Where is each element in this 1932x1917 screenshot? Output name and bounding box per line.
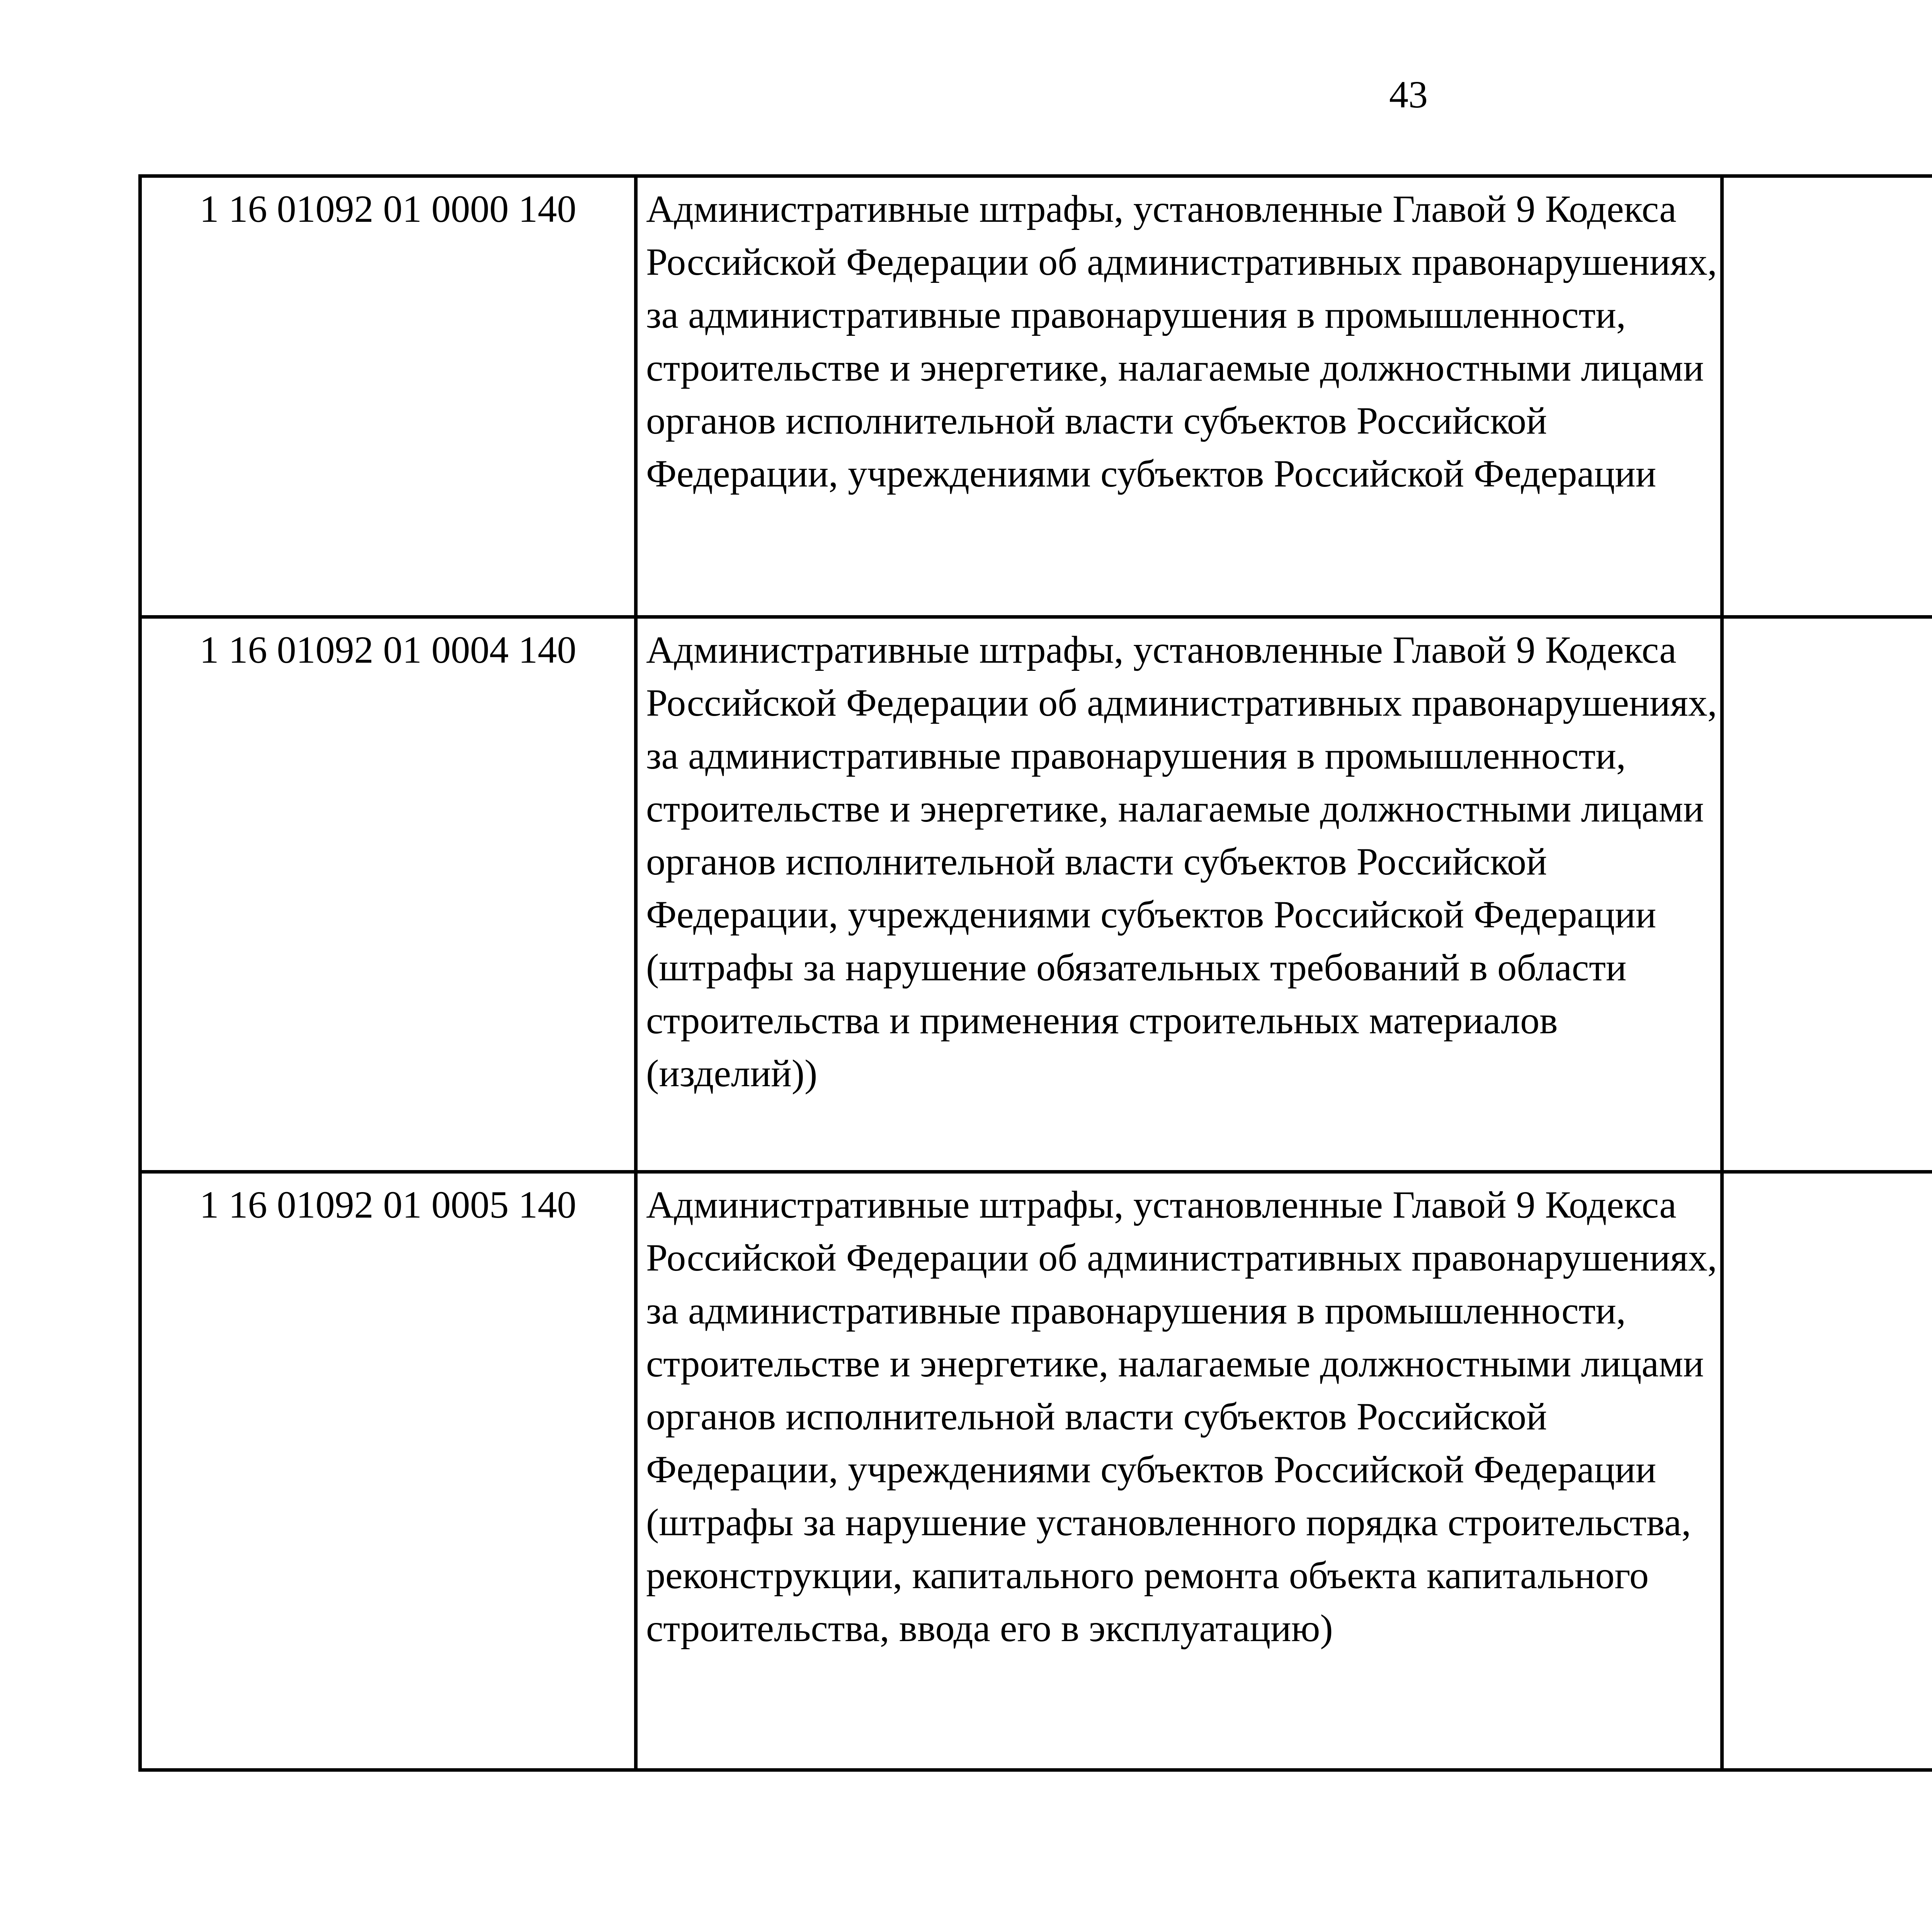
table-row — [140, 176, 1932, 617]
description-cell: Административные штрафы, установленные Главой 9 Кодекса Российской Федерации об административных правонарушениях, за административные правонарушения в промышленности, строительстве и энергетике, налагаемые должностными лицами органов исполнительной власти субъектов Российской Федерации, учреждениями субъектов Российской Федерации — [636, 176, 1722, 617]
description-cell: Административные штрафы, установленные Главой 9 Кодекса Российской Федерации об административных правонарушениях, за административные правонарушения в промышленности, строительстве и энергетике, налагаемые должностными лицами органов исполнительной власти субъектов Российской Федерации, учреждениями субъектов Российской Федерации (штрафы за нарушение обязательных требований в области строительства и применения строительных материалов (изделий)) — [636, 617, 1722, 1172]
value-cell-year-1 — [1722, 176, 1932, 617]
table-row — [140, 1172, 1932, 1770]
description-cell: Административные штрафы, установленные Главой 9 Кодекса Российской Федерации об административных правонарушениях, за административные правонарушения в промышленности, строительстве и энергетике, налагаемые должностными лицами органов исполнительной власти субъектов Российской Федерации, учреждениями субъектов Российской Федерации (штрафы за нарушение установленного порядка строительства, реконструкции, капитального ремонта объекта капитального строительства, ввода его в эксплуатацию) — [636, 1172, 1722, 1770]
page-number: 43 — [1389, 73, 1428, 116]
budget-code-cell: 1 16 01092 01 0000 140 — [140, 176, 636, 617]
value-cell-year-1 — [1722, 617, 1932, 1172]
revenue-table — [138, 174, 1932, 1772]
table-row — [140, 617, 1932, 1172]
value-cell-year-1 — [1722, 1172, 1932, 1770]
budget-code-cell: 1 16 01092 01 0004 140 — [140, 617, 636, 1172]
budget-code-cell: 1 16 01092 01 0005 140 — [140, 1172, 636, 1770]
